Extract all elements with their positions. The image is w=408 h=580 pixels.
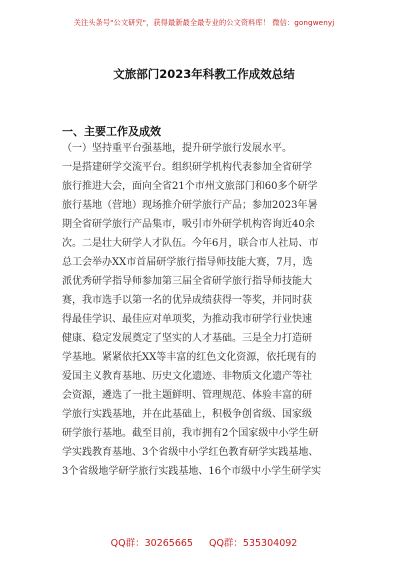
text-line: 一是搭建研学交流平台。组织研学机构代表参加全省研学 — [62, 162, 312, 173]
text-line: 健康、稳定发展奠定了坚实的人才基础。三是全力打造研 — [62, 333, 312, 344]
text-line: 总工会举办XX市首届研学旅行指导师技能大赛，7月，选 — [62, 257, 313, 268]
text-line: 旅行推进大会，面向全省21个市州文旅部门和60多个研学 — [62, 181, 318, 192]
text-line: 学实践教育基地、3个省级中小学红色教育研学实践基地、 — [62, 447, 319, 458]
text-line: 得最佳学识、最佳应对单项奖，为推动我市研学行业快速 — [62, 314, 312, 325]
text-line: 学旅行实践基地，并在此基础上，积极争创省级、国家级 — [62, 409, 312, 420]
document-title: 文旅部门2023年科教工作成效总结 — [113, 67, 295, 81]
text-line: 旅行基地（营地）现场推介研学旅行产品；参加2023年暑 — [62, 200, 318, 211]
qq-group-2: QQ群：535304092 — [208, 538, 298, 549]
text-line: 派优秀研学指导师参加第三届全省研学旅行指导师技能大 — [62, 276, 312, 287]
text-line: 3个省级地学研学旅行实践基地、16个市级中小学生研学实 — [62, 466, 322, 477]
promo-banner: 关注头条号"公文研究"，获得最新最全最专业的公文资料库！ 微信：gongwenyj — [73, 18, 335, 27]
text-line: （一）坚持重平台强基地，提升研学旅行发展水平。 — [62, 143, 292, 154]
section-heading: 一、主要工作及成效 — [62, 125, 161, 138]
footer-contact — [0, 535, 408, 549]
text-line: 会资源，遴选了一批主题鲜明、管理规范、体验丰富的研 — [62, 390, 312, 401]
text-line: 次。二是壮大研学人才队伍。今年6月，联合市人社局、市 — [62, 238, 319, 249]
text-line: 赛，我市选手以第一名的优异成绩获得一等奖，并同时获 — [62, 295, 312, 306]
text-line: 学基地。紧紧依托XX等丰富的红色文化资源，依托现有的 — [62, 352, 317, 363]
text-line: 研学旅行基地。截至目前，我市拥有2个国家级中小学生研 — [62, 428, 319, 439]
text-line: 期全省研学旅行产品集市，吸引市外研学机构咨询近40余 — [62, 219, 315, 230]
body-text — [62, 139, 352, 481]
qq-group-1: QQ群：30265665 — [110, 538, 193, 549]
text-line: 爱国主义教育基地、历史文化遗迹、非物质文化遗产等社 — [62, 371, 312, 382]
